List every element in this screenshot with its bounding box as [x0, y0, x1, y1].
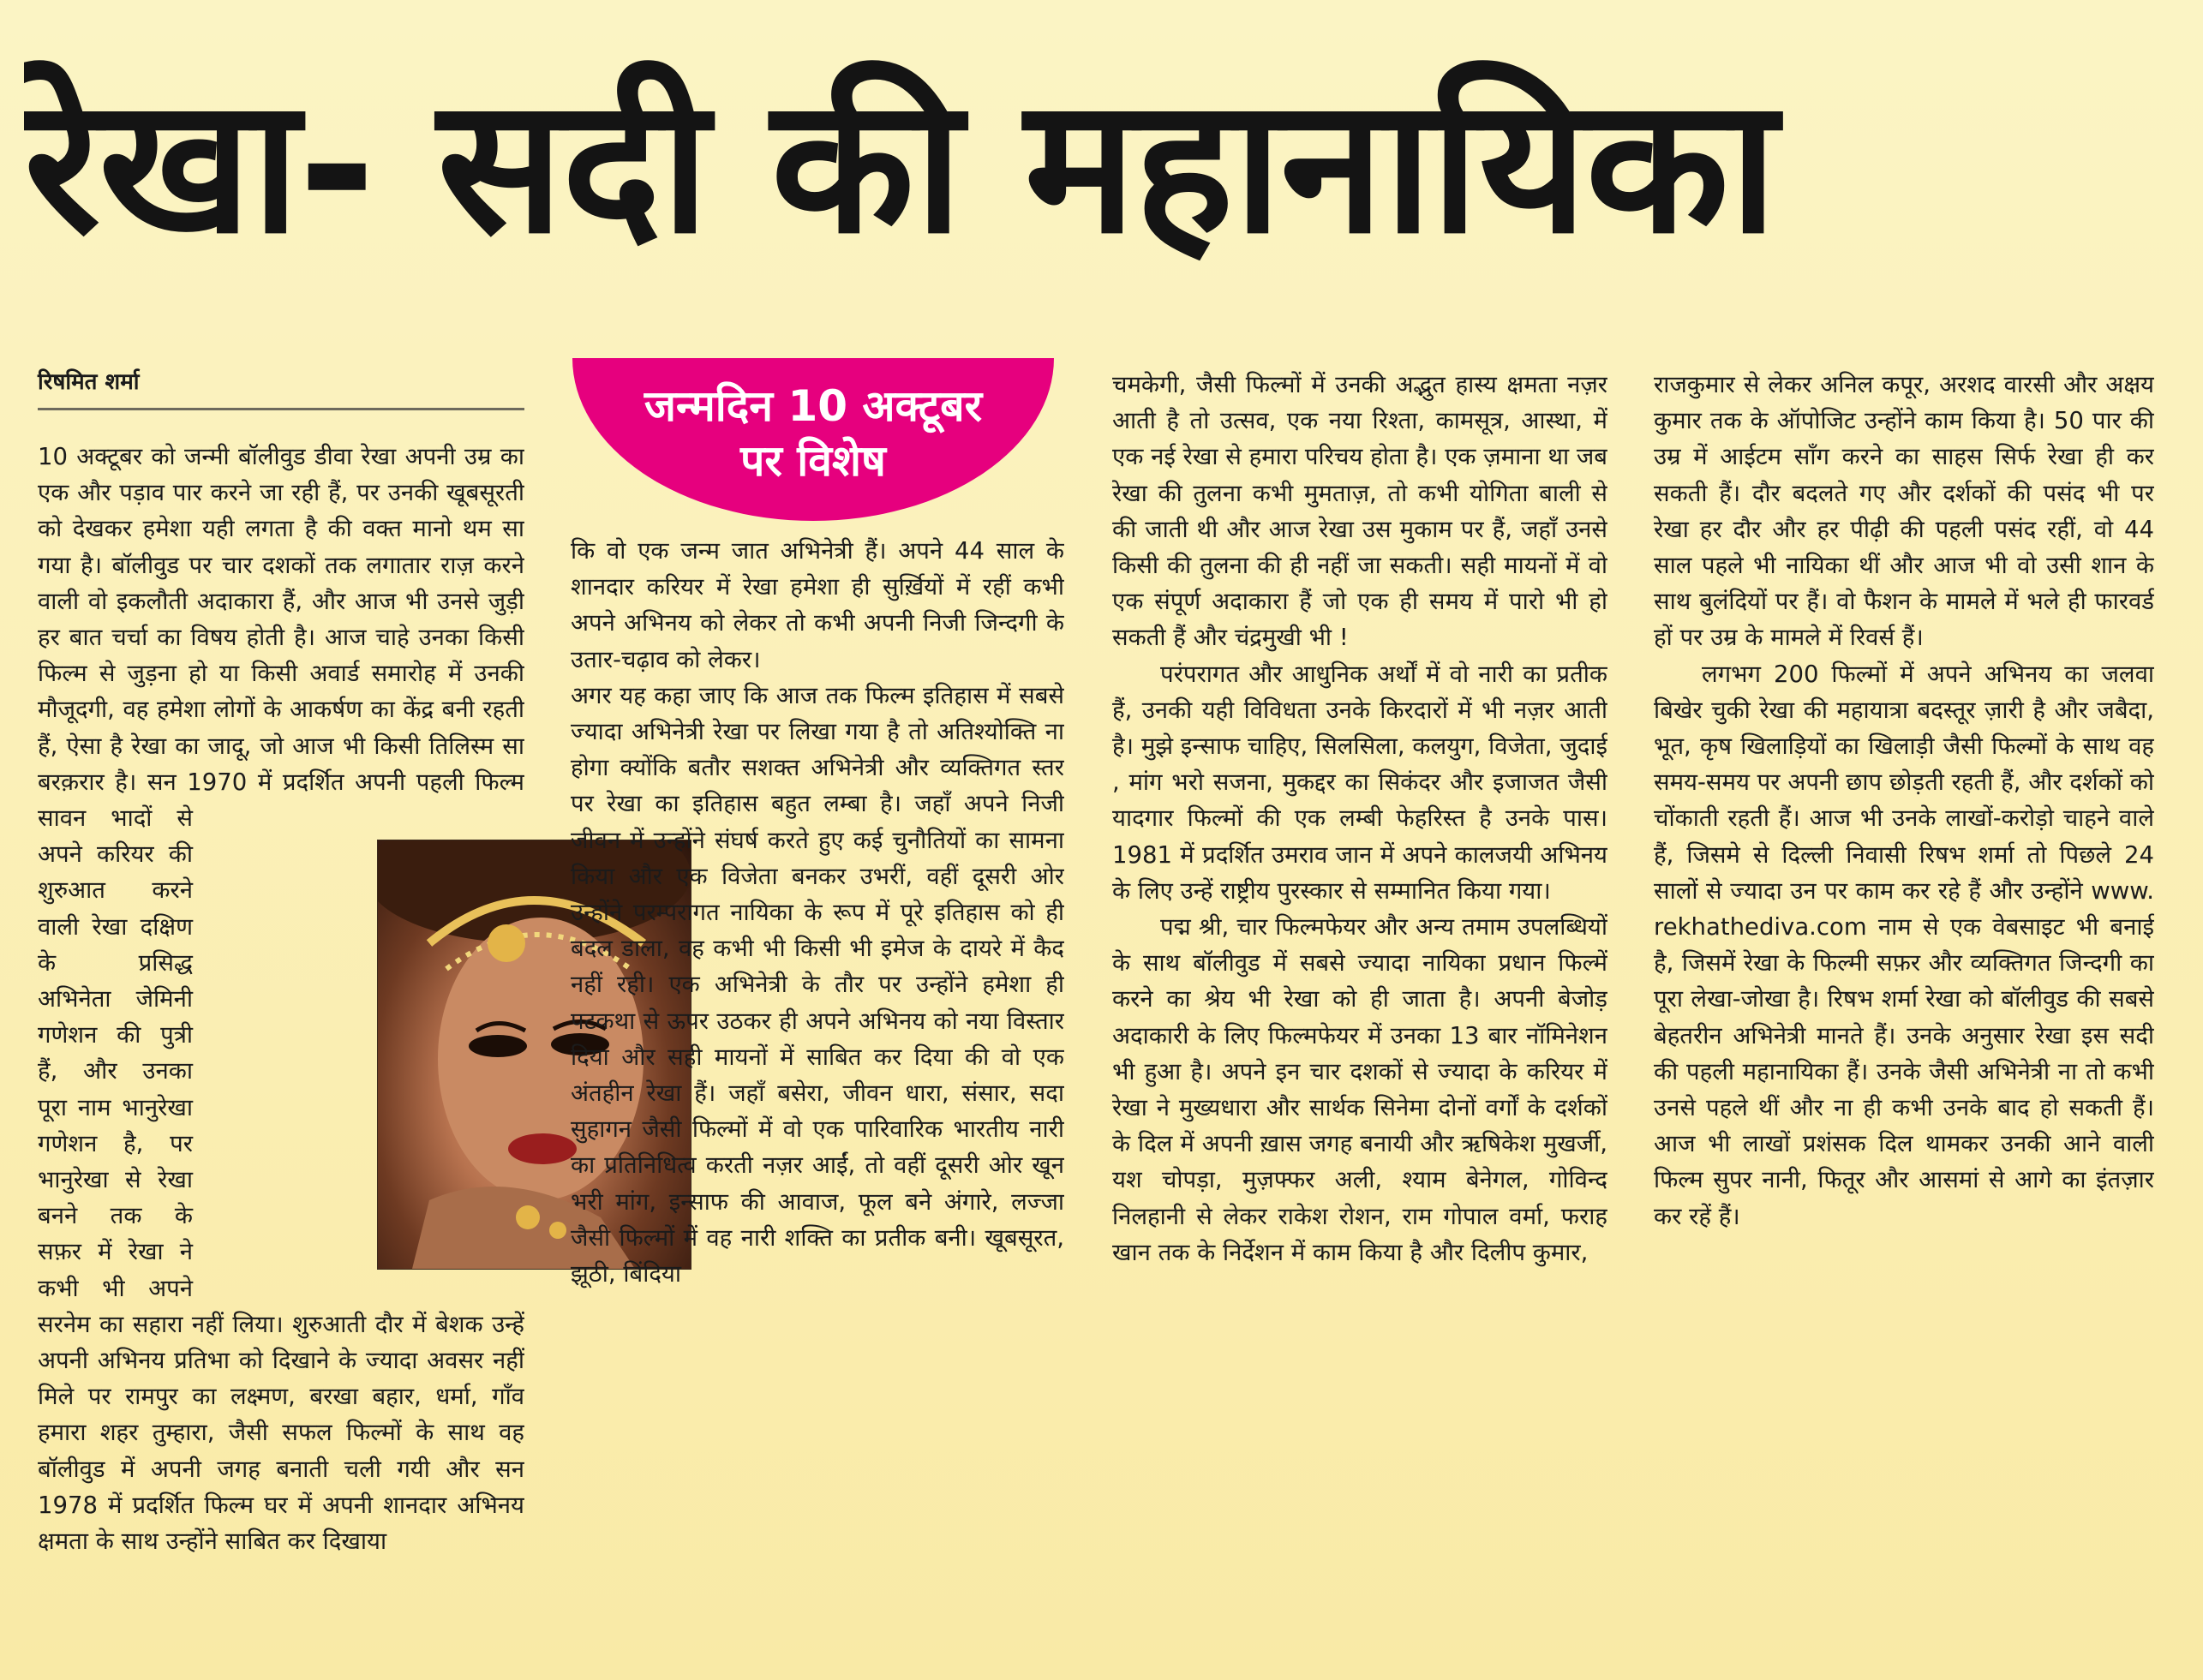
column-4-paragraph-2: लगभग 200 फिल्मों में अपने अभिनय का जलवा बिखेर चुकी रेखा की महायात्रा बदस्तूर ज़ारी है और जबैदा, भूत, कृष खिलाड़ियों का खिलाड़ी जैसी फिल्मों के साथ वह समय-समय पर अपनी छाप छोड़ती रहती हैं, और दर्शकों को चोंकाती रहती हैं। आज भी उनके लाखों-करोड़ो चाहने वाले हैं, जिसमे से दिल्ली निवासी रिषभ शर्मा तो पिछले 24 सालों से ज्यादा उन पर काम कर रहे हैं और उन्होंने www. rekhathediva.com नाम से एक वेबसाइट भी बनाई है, जिसमें रेखा के फिल्मी सफ़र और व्यक्तिगत जिन्दगी का पूरा लेखा-जोखा है। रिषभ शर्मा रेखा को बॉलीवुड की सबसे बेहतरीन अभिनेत्री मानते हैं। उनके अनुसार रेखा इस सदी की पहली महानायिका हैं। उनके जैसी अभिनेत्री ना तो कभी उनसे पहले थीं और ना ही कभी उनके बाद हो सकती हैं। आज भी लाखों प्रशंसक दिल थामकर उनकी आने वाली फिल्म सुपर नानी, फितूर और आसमां से आगे का इंतज़ार कर रहें हैं।	[1654, 660, 2154, 1230]
column-4-paragraph-1: राजकुमार से लेकर अनिल कपूर, अरशद वारसी और अक्षय कुमार तक के ऑपोजिट उन्होंने काम किया है। 50 पार की उम्र में आईटम सॉंग करने का साहस सिर्फ रेखा ही कर सकती हैं। दौर बदलते गए और दर्शकों की पसंद भी पर रेखा हर दौर और हर पीढ़ी की पहली पसंद रहीं, वो 44 साल पहले भी नायिका थीं और आज भी वो उसी शान के साथ बुलंदियों पर हैं। वो फैशन के मामले में भले ही फारवर्ड हों पर उम्र के मामले में रिवर्स हैं।	[1654, 371, 2154, 652]
column-3-paragraph-1: चमकेगी, जैसी फिल्मों में उनकी अद्भुत हास्य क्षमता नज़र आती है तो उत्सव, एक नया रिश्ता, कामसूत्र, आस्था, में एक नई रेखा से हमारा परिचय होता है। एक ज़माना था जब रेखा की तुलना कभी मुमताज़, तो कभी योगिता बाली से की जाती थी और आज रेखा उस मुकाम पर हैं, जहाँ उनसे किसी की तुलना की ही नहीं जा सकती। सही मायनों में वो एक संपूर्ण अदाकारा हैं जो एक ही समय में पारो भी हो सकती हैं और चंद्रमुखी भी !	[1112, 371, 1607, 652]
headline: रेखा- सदी की महानायिका	[24, 58, 1776, 275]
badge-line-2: पर विशेष	[740, 436, 886, 486]
column-2-paragraph-1: कि वो एक जन्म जात अभिनेत्री हैं। अपने 44 साल के शानदार करियर में रेखा हमेशा ही सुर्ख़ियों में रहीं कभी अपने अभिनय को लेकर तो कभी अपनी निजी जिन्दगी के उतार-चढ़ाव को लेकर।	[571, 537, 1064, 673]
column-4	[1654, 367, 2154, 1638]
column-3-paragraph-3: पद्म श्री, चार फिल्मफेयर और अन्य तमाम उपलब्धियों के साथ बॉलीवुड में सबसे ज्यादा नायिका प्रधान फिल्में करने का श्रेय भी रेखा को ही जाता है। अपनी बेजोड़ अदाकारी के लिए फिल्मफेयर में उनका 13 बार नॉमिनेशन भी हुआ है। अपने इन चार दशकों से ज्यादा के करियर में रेखा ने मुख्यधारा और सार्थक सिनेमा दोनों वर्गों के दर्शकों के दिल में अपनी ख़ास जगह बनायी और ऋषिकेश मुखर्जी, यश चोपड़ा, मुज़फ्फर अली, श्याम बेनेगल, गोविन्द निलहानी से लेकर राकेश रोशन, राम गोपाल वर्मा, फराह खान तक के निर्देशन में काम किया है और दिलीप कुमार,	[1112, 913, 1607, 1266]
badge-line-1: जन्मदिन 10 अक्टूबर	[644, 381, 983, 431]
column-3	[1112, 367, 1607, 1638]
column-2	[571, 533, 1064, 1638]
column-2-paragraph-2: अगर यह कहा जाए कि आज तक फिल्म इतिहास में सबसे ज्यादा अभिनेत्री रेखा पर लिखा गया है तो अतिश्योक्ति ना होगा क्योंकि बतौर सशक्त अभिनेत्री और व्यक्तिगत स्तर पर रेखा का इतिहास बहुत लम्बा है। जहाँ अपने निजी जीवन में उन्होंने संघर्ष करते हुए कई चुनौतियों का सामना किया और एक विजेता बनकर उभरीं, वहीं दूसरी ओर उन्होंने परम्परागत नायिका के रूप में पूरे इतिहास को ही बदल डाला, वह कभी भी किसी भी इमेज के दायरे में कैद नहीं रही। एक अभिनेत्री के तौर पर उन्होंने हमेशा ही पटकथा से ऊपर उठकर ही अपने अभिनय को नया विस्तार दिया और सही मायनों में साबित कर दिया की वो एक अंतहीन रेखा हैं। जहाँ बसेरा, जीवन धारा, संसार, सदा सुहागन जैसी फिल्मों में वो एक पारिवारिक भारतीय नारी का प्रतिनिधित्व करती नज़र आईं, तो वहीं दूसरी ओर खून भरी मांग, इन्साफ की आवाज, फूल बने अंगारे, लज्जा जैसी फिल्मों में वह नारी शक्ति का प्रतीक बनी। खूबसूरत, झूठी, बिंदिया	[571, 681, 1064, 1288]
byline: रिषमित शर्मा	[38, 365, 524, 410]
column-1-paragraph: 10 अक्टूबर को जन्मी बॉलीवुड डीवा रेखा अपनी उम्र का एक और पड़ाव पार करने जा रही हैं, पर उनकी खूबसूरती को देखकर हमेशा यही लगता है की वक्त मानो थम सा गया है। बॉलीवुड पर चार दशकों तक लगातार राज़ करने वाली वो इकलौती अदाकारा हैं, और आज भी उनसे जुड़ी हर बात चर्चा का विषय होती है। आज चाहे उनका किसी फिल्म से जुड़ना हो या किसी अवार्ड समारोह में उनकी मौजूदगी, वह हमेशा लोगों के आकर्षण का केंद्र बनी रहती हैं, ऐसा है रेखा का जादू, जो आज भी किसी तिलिस्म सा बरक़रार है। सन 1970 में प्रदर्शित अपनी पहली फिल्म सावन भादों से अपने करियर की शुरुआत करने वाली रेखा दक्षिण के प्रसिद्ध अभिनेता जेमिनी गणेशन की पुत्री हैं, और उनका पूरा नाम भानुरेखा गणेशन है, पर भानुरेखा से रेखा बनने तक के सफ़र में रेखा ने कभी भी अपने सरनेम का सहारा नहीं लिया। शुरुआती दौर में बेशक उन्हें अपनी अभिनय प्रतिभा को दिखाने के ज्यादा अवसर नहीं मिले पर रामपुर का लक्ष्मण, बरखा बहार, धर्मा, गाँव हमारा शहर तुम्हारा, जैसी सफल फिल्मों के साथ वह बॉलीवुड में अपनी जगह बनाती चली गयी और सन 1978 में प्रदर्शित फिल्म घर में अपनी शानदार अभिनय क्षमता के साथ उन्होंने साबित कर दिखाया	[38, 443, 524, 1556]
column-3-paragraph-2: परंपरागत और आधुनिक अर्थों में वो नारी का प्रतीक हैं, उनकी यही विविधता उनके किरदारों में भी नज़र आती है। मुझे इन्साफ चाहिए, सिलसिला, कलयुग, विजेता, जुदाई , मांग भरो सजना, मुकद्दर का सिकंदर और इजाजत जैसी यादगार फिल्मों की एक लम्बी फेहरिस्त है उनके पास। 1981 में प्रदर्शित उमराव जान में अपने कालजयी अभिनय के लिए उन्हें राष्ट्रीय पुरस्कार से सम्मानित किया गया।	[1112, 660, 1607, 905]
birthday-badge	[572, 358, 1054, 521]
